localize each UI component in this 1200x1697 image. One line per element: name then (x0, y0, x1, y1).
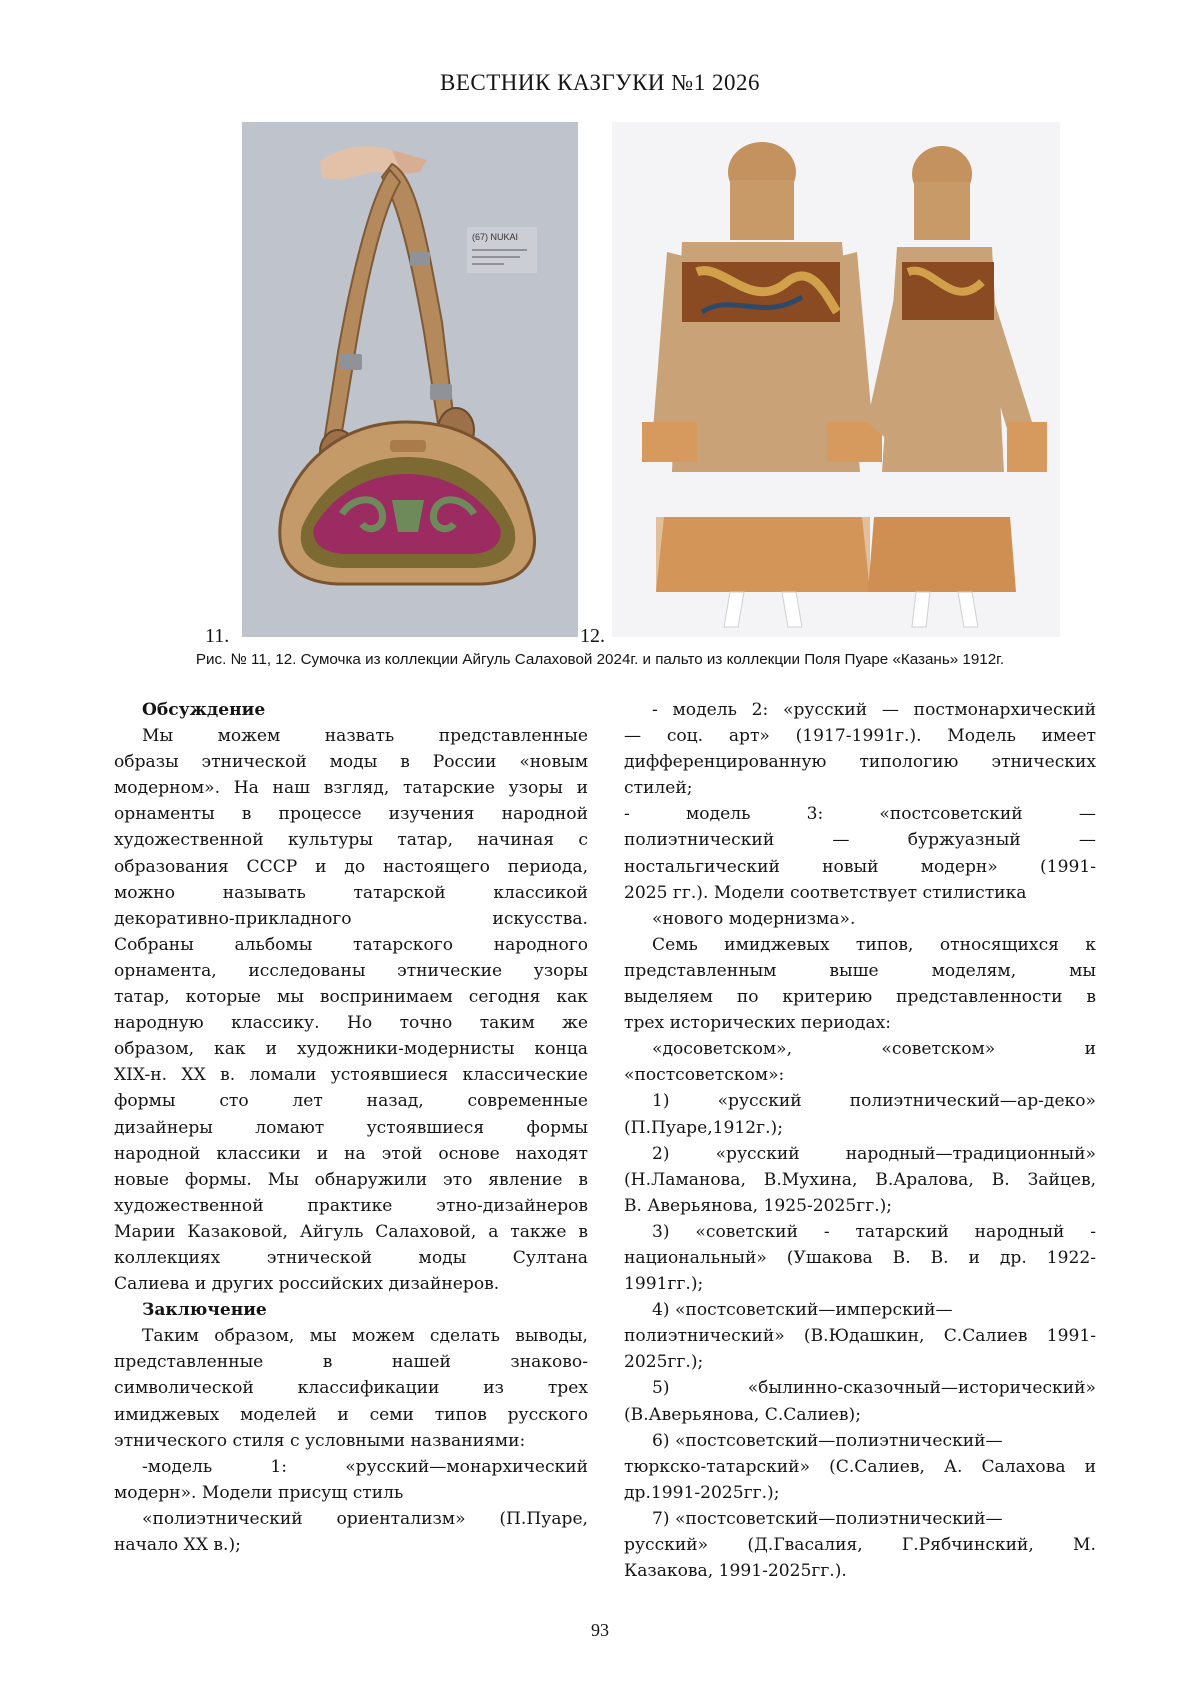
text-line: - модель 3: «постсоветский — (624, 804, 1096, 825)
text-line: новые формы. Мы обнаружили это явление в (114, 1169, 588, 1190)
figure-number-11: 11. (205, 625, 230, 647)
text-line: выделяем по критерию представленности в (624, 987, 1096, 1008)
text-line: Семь имиджевых типов, относящихся к (652, 934, 1096, 955)
figure-coats-photo (612, 122, 1060, 637)
figure-caption: Рис. № 11, 12. Сумочка из коллекции Айгуль Салаховой 2024г. и пальто из коллекции Поля Пуаре «Казань» 1912г. (195, 651, 1005, 668)
text-line: (Н.Ламанова, В.Мухина, В.Аралова, В. Зайцев, (624, 1169, 1096, 1190)
text-line: «постсоветском»: (624, 1065, 785, 1086)
text-line: коллекциях этнической моды Султана (114, 1247, 588, 1268)
text-line: Марии Казаковой, Айгуль Салаховой, а также в (114, 1221, 588, 1242)
text-line: В. Аверьянова, 1925-2025гг.); (624, 1195, 893, 1216)
text-line: (В.Аверьянова, С.Салиев); (624, 1404, 861, 1425)
text-line: 2025гг.); (624, 1352, 704, 1373)
text-line: модерн». Модели присущ стиль (114, 1482, 404, 1503)
text-line: дизайнеры ломают устоявшиеся формы (114, 1117, 588, 1138)
section-heading: Обсуждение (142, 700, 266, 720)
journal-header: ВЕСТНИК КАЗГУКИ №1 2026 (440, 70, 760, 95)
text-line: 2) «русский народный—традиционный» (652, 1143, 1096, 1164)
text-line: образы этнической моды в России «новым (114, 752, 588, 773)
text-line: дифференцированную типологию этнических (624, 752, 1096, 773)
text-line: полиэтнический — буржуазный — (624, 830, 1096, 851)
text-line: полиэтнический» (В.Юдашкин, С.Салиев 1991- (624, 1326, 1096, 1347)
text-line: 3) «советский - татарский народный - (652, 1221, 1096, 1242)
text-line: стилей; (624, 778, 693, 799)
text-line: орнамента, исследованы этнические узоры (114, 960, 588, 981)
text-line: Собраны альбомы татарского народного (114, 934, 588, 955)
figure-handbag-photo (242, 122, 578, 637)
text-line: художественной культуры татар, начиная с (114, 830, 588, 851)
page-number: 93 (591, 1620, 609, 1640)
text-line: 2025 гг.). Модели соответствует стилистика (624, 882, 1027, 903)
text-line: татар, которые мы воспринимаем сегодня как (114, 987, 588, 1008)
text-line: «нового модернизма». (652, 908, 856, 929)
text-line: представленные в нашей знаково- (114, 1352, 588, 1373)
text-line: Таким образом, мы можем сделать выводы, (142, 1326, 588, 1347)
text-line: представленным выше моделям, мы (624, 960, 1096, 981)
text-line: декоративно-прикладного искусства. (114, 908, 588, 929)
text-line: имиджевых моделей и семи типов русского (114, 1404, 588, 1425)
text-line: формы сто лет назад, современные (114, 1091, 588, 1112)
text-line: образования СССР и до настоящего периода, (114, 856, 588, 877)
text-line: (П.Пуаре,1912г.); (624, 1117, 783, 1138)
text-line: XIX-н. XX в. ломали устоявшиеся классические (114, 1065, 588, 1086)
text-line: Салиева и других российских дизайнеров. (114, 1274, 500, 1295)
text-line: 5) «былинно-сказочный—исторический» (652, 1378, 1096, 1399)
text-line: этнического стиля с условными названиями: (114, 1430, 526, 1451)
left-text-column (114, 697, 588, 1558)
text-line: др.1991-2025гг.); (624, 1482, 780, 1503)
text-line: — соц. арт» (1917-1991г.). Модель имеет (624, 726, 1096, 747)
text-line: художественной практике этно-дизайнеров (114, 1195, 588, 1216)
text-line: образом, как и художники-модернисты конца (114, 1039, 588, 1060)
text-line: можно называть татарской классикой (114, 882, 588, 903)
text-line: орнаменты в процессе изучения народной (114, 804, 588, 825)
figure-number-12: 12. (580, 625, 605, 647)
text-line: трех исторических периодах: (624, 1013, 892, 1034)
text-line: 1) «русский полиэтнический—ар-деко» (652, 1091, 1096, 1112)
text-line: национальный» (Ушакова В. В. и др. 1922- (624, 1247, 1096, 1268)
text-line: - модель 2: «русский — постмонархический (652, 700, 1096, 720)
text-line: народной классики и на этой основе находят (114, 1143, 588, 1164)
text-line: Мы можем назвать представленные (142, 726, 588, 747)
text-line: модерном». На наш взгляд, татарские узоры и (114, 778, 588, 799)
text-line: 7) «постсоветский—полиэтнический— (652, 1508, 1003, 1529)
text-line: «полиэтнический ориентализм» (П.Пуаре, (142, 1508, 588, 1529)
right-text-column (624, 697, 1096, 1584)
placard-text: (67) NUKAI (472, 232, 519, 242)
text-line: ностальгический новый модерн» (1991- (624, 856, 1096, 877)
text-line: народную классику. Но точно таким же (114, 1013, 588, 1034)
text-line: 1991гг.); (624, 1274, 704, 1295)
text-line: символической классификации из трех (114, 1378, 588, 1399)
text-line: Казакова, 1991-2025гг.). (624, 1561, 847, 1582)
section-heading: Заключение (142, 1300, 267, 1321)
text-line: «досоветском», «советском» и (652, 1039, 1096, 1060)
text-line: начало XX в.); (114, 1535, 241, 1555)
text-line: 4) «постсоветский—имперский— (652, 1300, 953, 1321)
text-line: 6) «постсоветский—полиэтнический— (652, 1430, 1003, 1451)
text-line: тюркско-татарский» (С.Салиев, А. Салахова и (624, 1456, 1096, 1477)
text-line: -модель 1: «русский—монархический (142, 1456, 588, 1477)
text-line: русский» (Д.Гвасалия, Г.Рябчинский, М. (624, 1535, 1096, 1555)
